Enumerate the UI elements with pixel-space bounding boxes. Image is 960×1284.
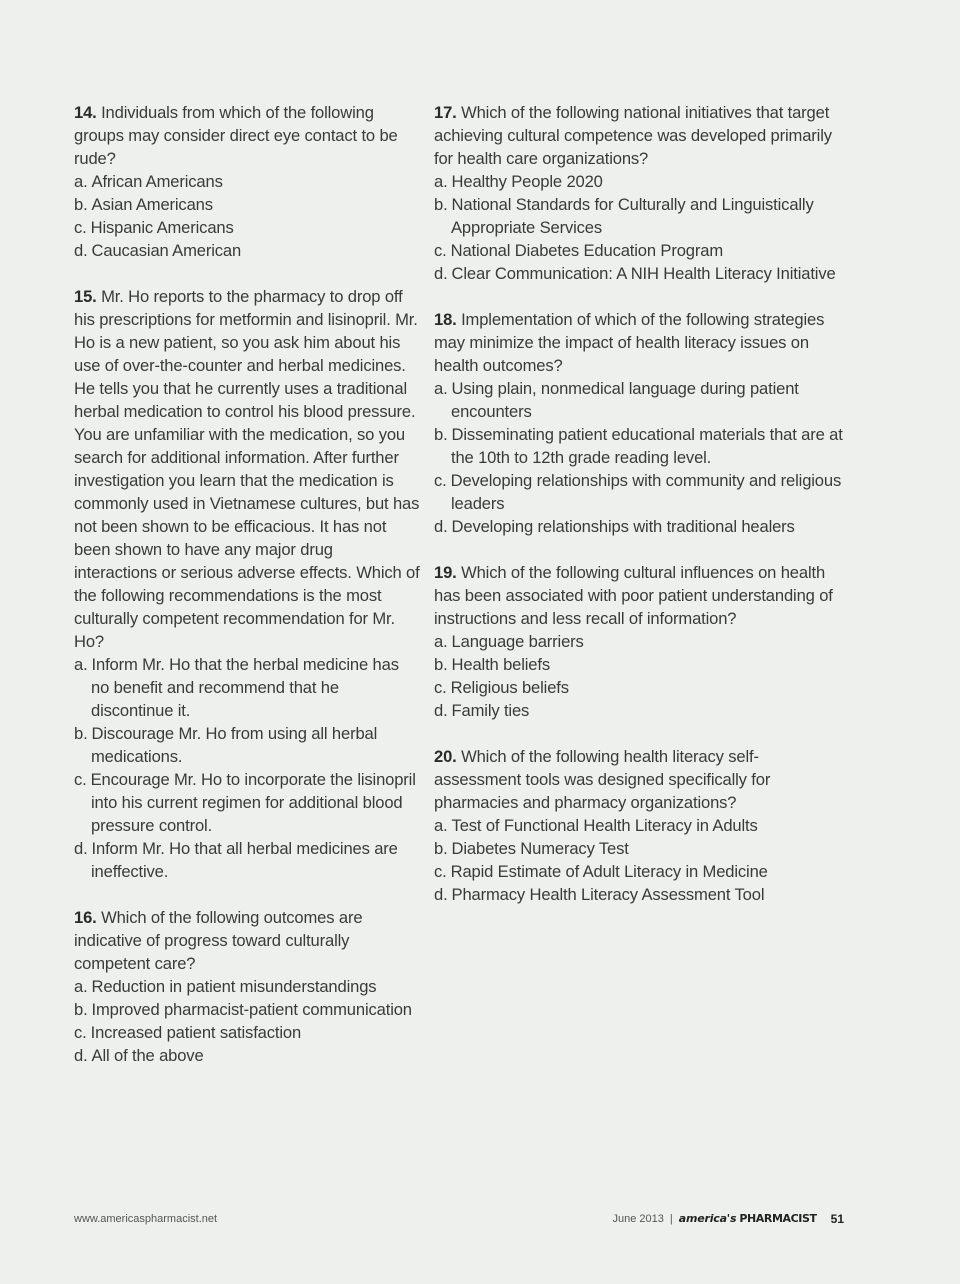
option-text: National Standards for Culturally and Linguistically Appropriate Services bbox=[451, 195, 814, 237]
question-stem: Which of the following cultural influences on health has been associated with poor patient understanding of instructions and less recall of information? bbox=[434, 563, 833, 628]
question-stem: Which of the following outcomes are indicative of progress toward culturally competent care? bbox=[74, 908, 363, 973]
option-text: Family ties bbox=[451, 701, 530, 720]
option-letter: b. bbox=[74, 724, 88, 743]
option-text: Disseminating patient educational materials that are at the 10th to 12th grade reading level. bbox=[451, 425, 843, 467]
option-letter: c. bbox=[74, 218, 87, 237]
answer-options bbox=[434, 814, 844, 906]
question-18 bbox=[434, 308, 844, 538]
option-text: Reduction in patient misunderstandings bbox=[91, 977, 377, 996]
answer-option bbox=[434, 423, 844, 469]
answer-option bbox=[434, 515, 844, 538]
option-text: African Americans bbox=[91, 172, 223, 191]
option-text: Developing relationships with community and religious leaders bbox=[450, 471, 842, 513]
answer-options bbox=[74, 653, 420, 883]
answer-option bbox=[434, 837, 844, 860]
option-letter: c. bbox=[434, 241, 447, 260]
brand-name: PHARMACIST bbox=[739, 1212, 817, 1225]
answer-options bbox=[74, 170, 420, 262]
answer-option bbox=[74, 1021, 420, 1044]
answer-options bbox=[434, 170, 844, 285]
option-letter: d. bbox=[74, 241, 88, 260]
option-letter: d. bbox=[434, 264, 448, 283]
question-number: 17. bbox=[434, 103, 457, 122]
question-stem: Which of the following health literacy self-assessment tools was designed specifically for pharmacies and pharmacy organizations? bbox=[434, 747, 771, 812]
answer-option bbox=[74, 837, 420, 883]
option-letter: d. bbox=[434, 885, 448, 904]
option-letter: b. bbox=[434, 195, 448, 214]
option-letter: a. bbox=[74, 977, 88, 996]
answer-option bbox=[74, 653, 420, 722]
option-text: Increased patient satisfaction bbox=[90, 1023, 302, 1042]
answer-option bbox=[434, 377, 844, 423]
question-15 bbox=[74, 285, 420, 883]
question-number: 20. bbox=[434, 747, 457, 766]
footer-publication-info bbox=[612, 1211, 844, 1227]
option-letter: b. bbox=[434, 839, 448, 858]
answer-option bbox=[434, 814, 844, 837]
option-text: Health beliefs bbox=[451, 655, 550, 674]
option-text: Healthy People 2020 bbox=[451, 172, 603, 191]
option-text: Discourage Mr. Ho from using all herbal medications. bbox=[91, 724, 378, 766]
answer-option bbox=[74, 998, 420, 1021]
option-text: Clear Communication: A NIH Health Literacy Initiative bbox=[451, 264, 836, 283]
left-column bbox=[74, 101, 420, 1090]
question-number: 18. bbox=[434, 310, 457, 329]
option-text: Encourage Mr. Ho to incorporate the lisinopril into his current regimen for additional blood pressure control. bbox=[90, 770, 416, 835]
option-text: All of the above bbox=[91, 1046, 204, 1065]
question-14 bbox=[74, 101, 420, 262]
option-letter: c. bbox=[434, 862, 447, 881]
option-letter: b. bbox=[74, 1000, 88, 1019]
answer-options bbox=[434, 630, 844, 722]
page-footer bbox=[74, 1211, 844, 1227]
option-text: Using plain, nonmedical language during patient encounters bbox=[451, 379, 799, 421]
option-letter: a. bbox=[434, 379, 448, 398]
option-text: Test of Functional Health Literacy in Adults bbox=[451, 816, 758, 835]
answer-option bbox=[74, 170, 420, 193]
option-letter: c. bbox=[434, 678, 447, 697]
answer-option bbox=[74, 193, 420, 216]
footer-date: June 2013 bbox=[612, 1213, 664, 1225]
option-text: Rapid Estimate of Adult Literacy in Medicine bbox=[450, 862, 768, 881]
option-text: Improved pharmacist-patient communication bbox=[91, 1000, 412, 1019]
option-letter: d. bbox=[74, 839, 88, 858]
answer-option bbox=[434, 699, 844, 722]
question-number: 19. bbox=[434, 563, 457, 582]
answer-option bbox=[74, 1044, 420, 1067]
option-letter: c. bbox=[74, 770, 87, 789]
option-letter: a. bbox=[434, 632, 448, 651]
option-letter: c. bbox=[434, 471, 447, 490]
option-letter: b. bbox=[74, 195, 88, 214]
option-letter: b. bbox=[434, 655, 448, 674]
answer-options bbox=[74, 975, 420, 1067]
answer-option bbox=[434, 239, 844, 262]
answer-option bbox=[434, 193, 844, 239]
question-number: 15. bbox=[74, 287, 97, 306]
option-text: Caucasian American bbox=[91, 241, 242, 260]
option-letter: c. bbox=[74, 1023, 87, 1042]
question-number: 14. bbox=[74, 103, 97, 122]
answer-option bbox=[434, 883, 844, 906]
answer-option bbox=[74, 239, 420, 262]
answer-option bbox=[434, 676, 844, 699]
option-letter: d. bbox=[434, 517, 448, 536]
question-17 bbox=[434, 101, 844, 285]
option-text: Pharmacy Health Literacy Assessment Tool bbox=[451, 885, 765, 904]
question-number: 16. bbox=[74, 908, 97, 927]
option-text: National Diabetes Education Program bbox=[450, 241, 723, 260]
option-letter: d. bbox=[434, 701, 448, 720]
option-text: Developing relationships with traditional healers bbox=[451, 517, 795, 536]
option-letter: b. bbox=[434, 425, 448, 444]
option-text: Hispanic Americans bbox=[90, 218, 234, 237]
question-20 bbox=[434, 745, 844, 906]
question-stem: Mr. Ho reports to the pharmacy to drop off his prescriptions for metformin and lisinopril. Mr. Ho is a new patient, so you ask him about his use of over-the-counter and herbal medicines. He tells you that he currently uses a traditional herbal medication to control his blood pressure. You are unfamiliar with the medication, so you search for additional information. After further investigation you learn that the medication is commonly used in Vietnamese cultures, but has not been shown to be efficacious. It has not been shown to have any major drug interactions or serious adverse effects. Which of the following recommendations is the most culturally competent recommendation for Mr. Ho? bbox=[74, 287, 420, 651]
answer-option bbox=[74, 216, 420, 239]
answer-option bbox=[74, 722, 420, 768]
option-letter: a. bbox=[74, 172, 88, 191]
option-text: Diabetes Numeracy Test bbox=[451, 839, 629, 858]
answer-option bbox=[74, 768, 420, 837]
answer-option bbox=[434, 469, 844, 515]
question-stem: Individuals from which of the following groups may consider direct eye contact to be rude? bbox=[74, 103, 398, 168]
brand-prefix: america's bbox=[678, 1212, 737, 1225]
option-letter: a. bbox=[434, 172, 448, 191]
answer-options bbox=[434, 377, 844, 538]
answer-option bbox=[434, 170, 844, 193]
answer-option bbox=[434, 653, 844, 676]
option-text: Asian Americans bbox=[91, 195, 213, 214]
right-column bbox=[434, 101, 844, 929]
answer-option bbox=[74, 975, 420, 998]
option-letter: a. bbox=[434, 816, 448, 835]
question-stem: Which of the following national initiatives that target achieving cultural competence was developed primarily for health care organizations? bbox=[434, 103, 832, 168]
question-stem: Implementation of which of the following strategies may minimize the impact of health literacy issues on health outcomes? bbox=[434, 310, 825, 375]
answer-option bbox=[434, 630, 844, 653]
question-19 bbox=[434, 561, 844, 722]
footer-separator: | bbox=[669, 1213, 673, 1225]
option-text: Inform Mr. Ho that all herbal medicines are ineffective. bbox=[91, 839, 398, 881]
answer-option bbox=[434, 860, 844, 883]
question-16 bbox=[74, 906, 420, 1067]
option-letter: a. bbox=[74, 655, 88, 674]
page-number: 51 bbox=[830, 1212, 844, 1226]
option-letter: d. bbox=[74, 1046, 88, 1065]
answer-option bbox=[434, 262, 844, 285]
footer-url[interactable]: www.americaspharmacist.net bbox=[74, 1213, 218, 1225]
option-text: Inform Mr. Ho that the herbal medicine has no benefit and recommend that he discontinue it. bbox=[91, 655, 399, 720]
option-text: Language barriers bbox=[451, 632, 584, 651]
option-text: Religious beliefs bbox=[450, 678, 569, 697]
